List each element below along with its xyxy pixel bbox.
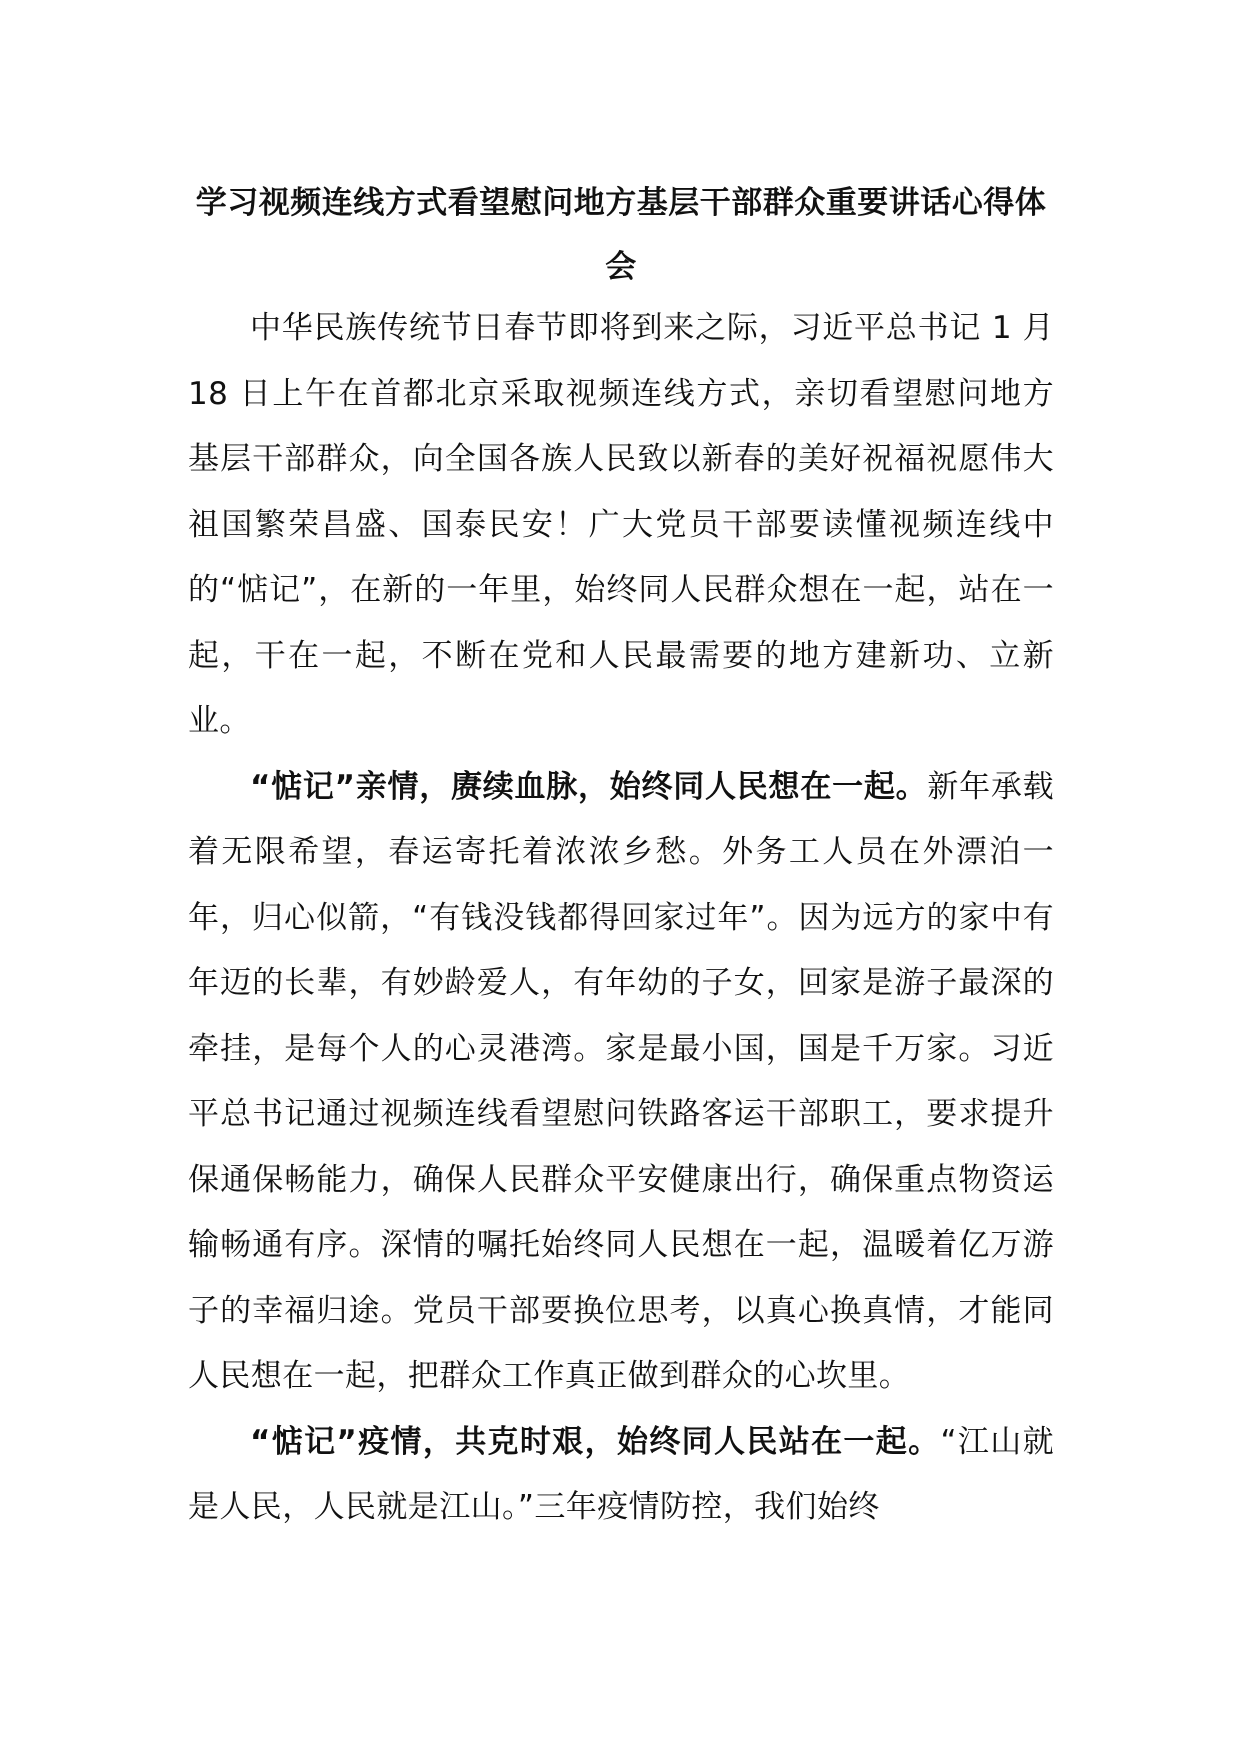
document-title: 学习视频连线方式看望慰问地方基层干部群众重要讲话心得体会: [195, 185, 1047, 285]
paragraph-text: 新年承载着无限希望，春运寄托着浓浓乡愁。外务工人员在外漂泊一年，归心似箭，“有钱没钱都得回家过年”。因为远方的家中有年迈的长辈，有妙龄爱人，有年幼的子女，回家是游子最深的牵挂，是每个人的心灵港湾。家是最小国，国是千万家。习近平总书记通过视频连线看望慰问铁路客运干部职工，要求提升保通保畅能力，确保人民群众平安健康出行，确保重点物资运输畅通有序。深情的嘱托始终同人民想在一起，温暖着亿万游子的幸福归途。党员干部要换位思考，以真心换真情，才能同人民想在一起，把群众工作真正做到群众的心坎里。: [188, 768, 1055, 1394]
document-body: [188, 296, 1054, 1541]
paragraph: [188, 755, 1054, 1410]
paragraph: [188, 1410, 1054, 1541]
paragraph-text: “江山就是人民，人民就是江山。”三年疫情防控，我们始终: [188, 1423, 1054, 1525]
paragraph: [188, 296, 1054, 755]
paragraph-lead-heading: “惦记”亲情，赓续血脉，始终同人民想在一起。: [250, 768, 928, 805]
paragraph-text: 中华民族传统节日春节即将到来之际，习近平总书记 1 月 18 日上午在首都北京采取视频连线方式，亲切看望慰问地方基层干部群众，向全国各族人民致以新春的美好祝福祝愿伟大祖国繁荣昌盛、国泰民安！广大党员干部要读懂视频连线中的“惦记”，在新的一年里，始终同人民群众想在一起，站在一起，干在一起，不断在党和人民最需要的地方建新功、立新业。: [188, 310, 1054, 739]
paragraph-lead-heading: “惦记”疫情，共克时艰，始终同人民站在一起。: [250, 1423, 941, 1460]
